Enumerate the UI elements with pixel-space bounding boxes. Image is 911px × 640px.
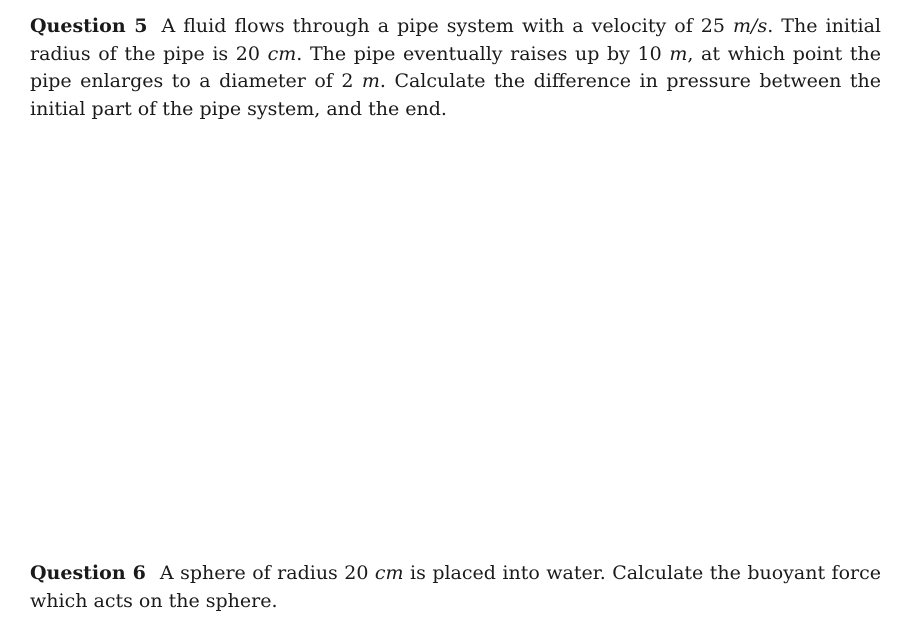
- unit-height: m: [669, 42, 688, 65]
- question-6-text-2: is placed into water. Calculate the buoyant force which acts on the sphere.: [30, 562, 881, 612]
- unit-diameter: m: [361, 70, 380, 92]
- unit-radius: cm: [267, 42, 297, 65]
- question-5-text-5: . Calculate the difference in pressure between the initial part of the pipe system, and the end.: [30, 70, 881, 120]
- question-6-label: Question 6: [30, 562, 146, 584]
- question-5-label: Question 5: [30, 15, 148, 37]
- question-6-text-1: A sphere of radius 20: [159, 562, 375, 584]
- question-5-text-1: A fluid flows through a pipe system with a velocity of 25: [161, 15, 734, 37]
- question-5-text-3: . The pipe eventually raises up by 10: [296, 42, 670, 65]
- unit-sphere-radius: cm: [374, 562, 404, 584]
- question-6: [30, 560, 881, 615]
- question-5: [30, 13, 881, 123]
- question-5-text-2: . The initial radius of the pipe is 20: [30, 15, 882, 65]
- unit-velocity: m/s: [733, 15, 768, 37]
- question-5-text-4: , at which point the pipe enlarges to a diameter of 2: [30, 42, 881, 92]
